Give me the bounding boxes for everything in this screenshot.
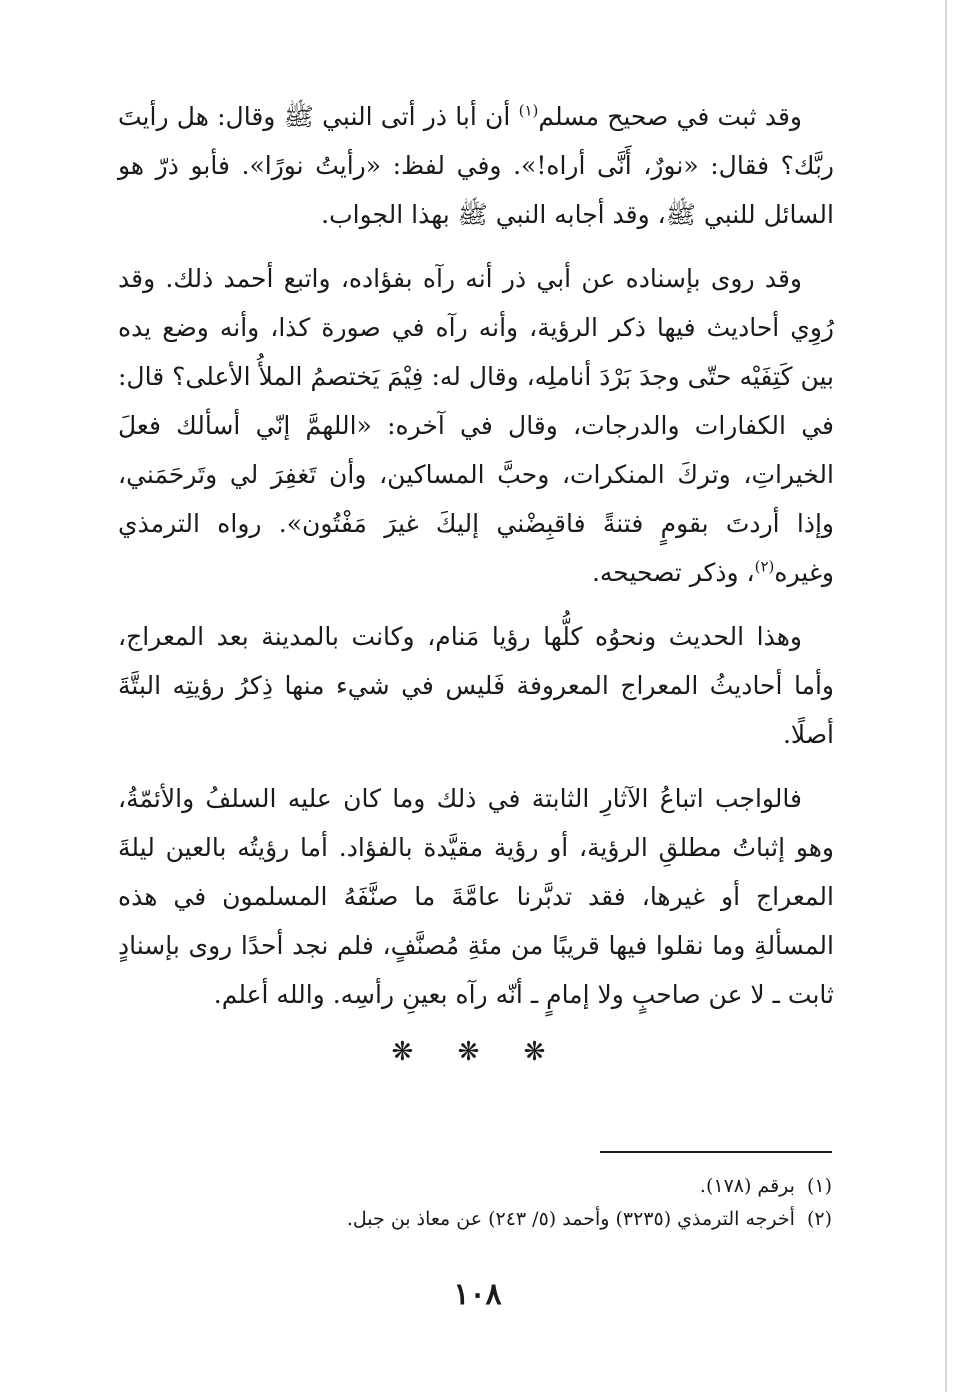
page-number: ١٠٨ bbox=[453, 1277, 502, 1312]
footnote-2 bbox=[200, 1203, 832, 1236]
footnote-reference-2[interactable]: (٢) bbox=[754, 557, 775, 576]
footnote-number: (٢) bbox=[806, 1208, 832, 1230]
paragraph-text: أن أبا ذر أتى النبي ﷺ وقال: هل رأيتَ ربَّك؟ فقال: «نورٌ، أَنَّى أراه!». وفي لفظ: «رأيتُ نورًا». فأبو ذرّ هو السائل للنبي ﷺ، وقد أجابه النبي ﷺ بهذا الجواب. bbox=[118, 102, 834, 229]
paragraph-text: وقد روى بإسناده عن أبي ذر أنه رآه بفؤاده، واتبع أحمد ذلك. وقد رُوِي أحاديث فيها ذكر الرؤية، وأنه رآه في صورة كذا، وأنه وضع يده بين كَتِفَيْه حتّى وجدَ بَرْدَ أناملِه، وقال له: فِيْمَ يَختصمُ الملأُ الأعلى؟ قال: في الكفارات والدرجات، وقال في آخره: «اللهمَّ إنّي أسألك فعلَ الخيراتِ، وتركَ المنكرات، وحبَّ المساكين، وأن تَغفِرَ لي وتَرحَمَني، وإذا أردتَ بقومٍ فتنةً فاقبِضْني إليكَ غيرَ مَفْتُون». رواه الترمذي وغيره bbox=[118, 264, 834, 587]
paragraph-text: ، وذكر تصحيحه. bbox=[591, 558, 755, 587]
footnote-divider bbox=[600, 1151, 832, 1153]
paragraph-4 bbox=[118, 774, 834, 1019]
footnote-text: برقم (١٧٨). bbox=[699, 1175, 795, 1197]
main-text bbox=[118, 92, 834, 1034]
footnote-text: أخرجه الترمذي (٣٢٣٥) وأحمد (٥/ ٢٤٣) عن معاذ بن جبل. bbox=[346, 1208, 795, 1230]
paragraph-text: فالواجب اتباعُ الآثارِ الثابتة في ذلك وما كان عليه السلفُ والأئمّةُ، وهو إثباتُ مطلقِ الرؤية، أو رؤية مقيَّدة بالفؤاد. أما رؤيتُه بالعين ليلةَ المعراج أو غيرها، فقد تدبَّرنا عامَّةَ ما صنَّفَهُ المسلمون في هذه المسألةِ وما نقلوا فيها قريبًا من مئةِ مُصنَّفٍ، فلم نجد أحدًا روى بإسنادٍ ثابت ـ لا عن صاحبٍ ولا إمامٍ ـ أنّه رآه بعينِ رأسِه. والله أعلم. bbox=[118, 784, 834, 1009]
footnote-number: (١) bbox=[806, 1175, 832, 1197]
paragraph-text: وقد ثبت في صحيح مسلم bbox=[538, 102, 802, 131]
footnote-reference-1[interactable]: (١) bbox=[518, 101, 539, 120]
paragraph-2 bbox=[118, 254, 834, 597]
paragraph-text: وهذا الحديث ونحوُه كلُّها رؤيا مَنام، وكانت بالمدينة بعد المعراج، وأما أحاديثُ المعراج المعروفة فَليس في شيء منها ذِكرُ رؤيتِه البتَّةَ أصلًا. bbox=[118, 622, 834, 749]
paragraph-1 bbox=[118, 92, 834, 239]
paragraph-3 bbox=[118, 612, 834, 759]
footnote-1 bbox=[200, 1170, 832, 1203]
footnotes bbox=[200, 1170, 832, 1236]
page-edge-shadow bbox=[945, 0, 947, 1392]
section-separator: ❋ ❋ ❋ bbox=[391, 1037, 564, 1067]
